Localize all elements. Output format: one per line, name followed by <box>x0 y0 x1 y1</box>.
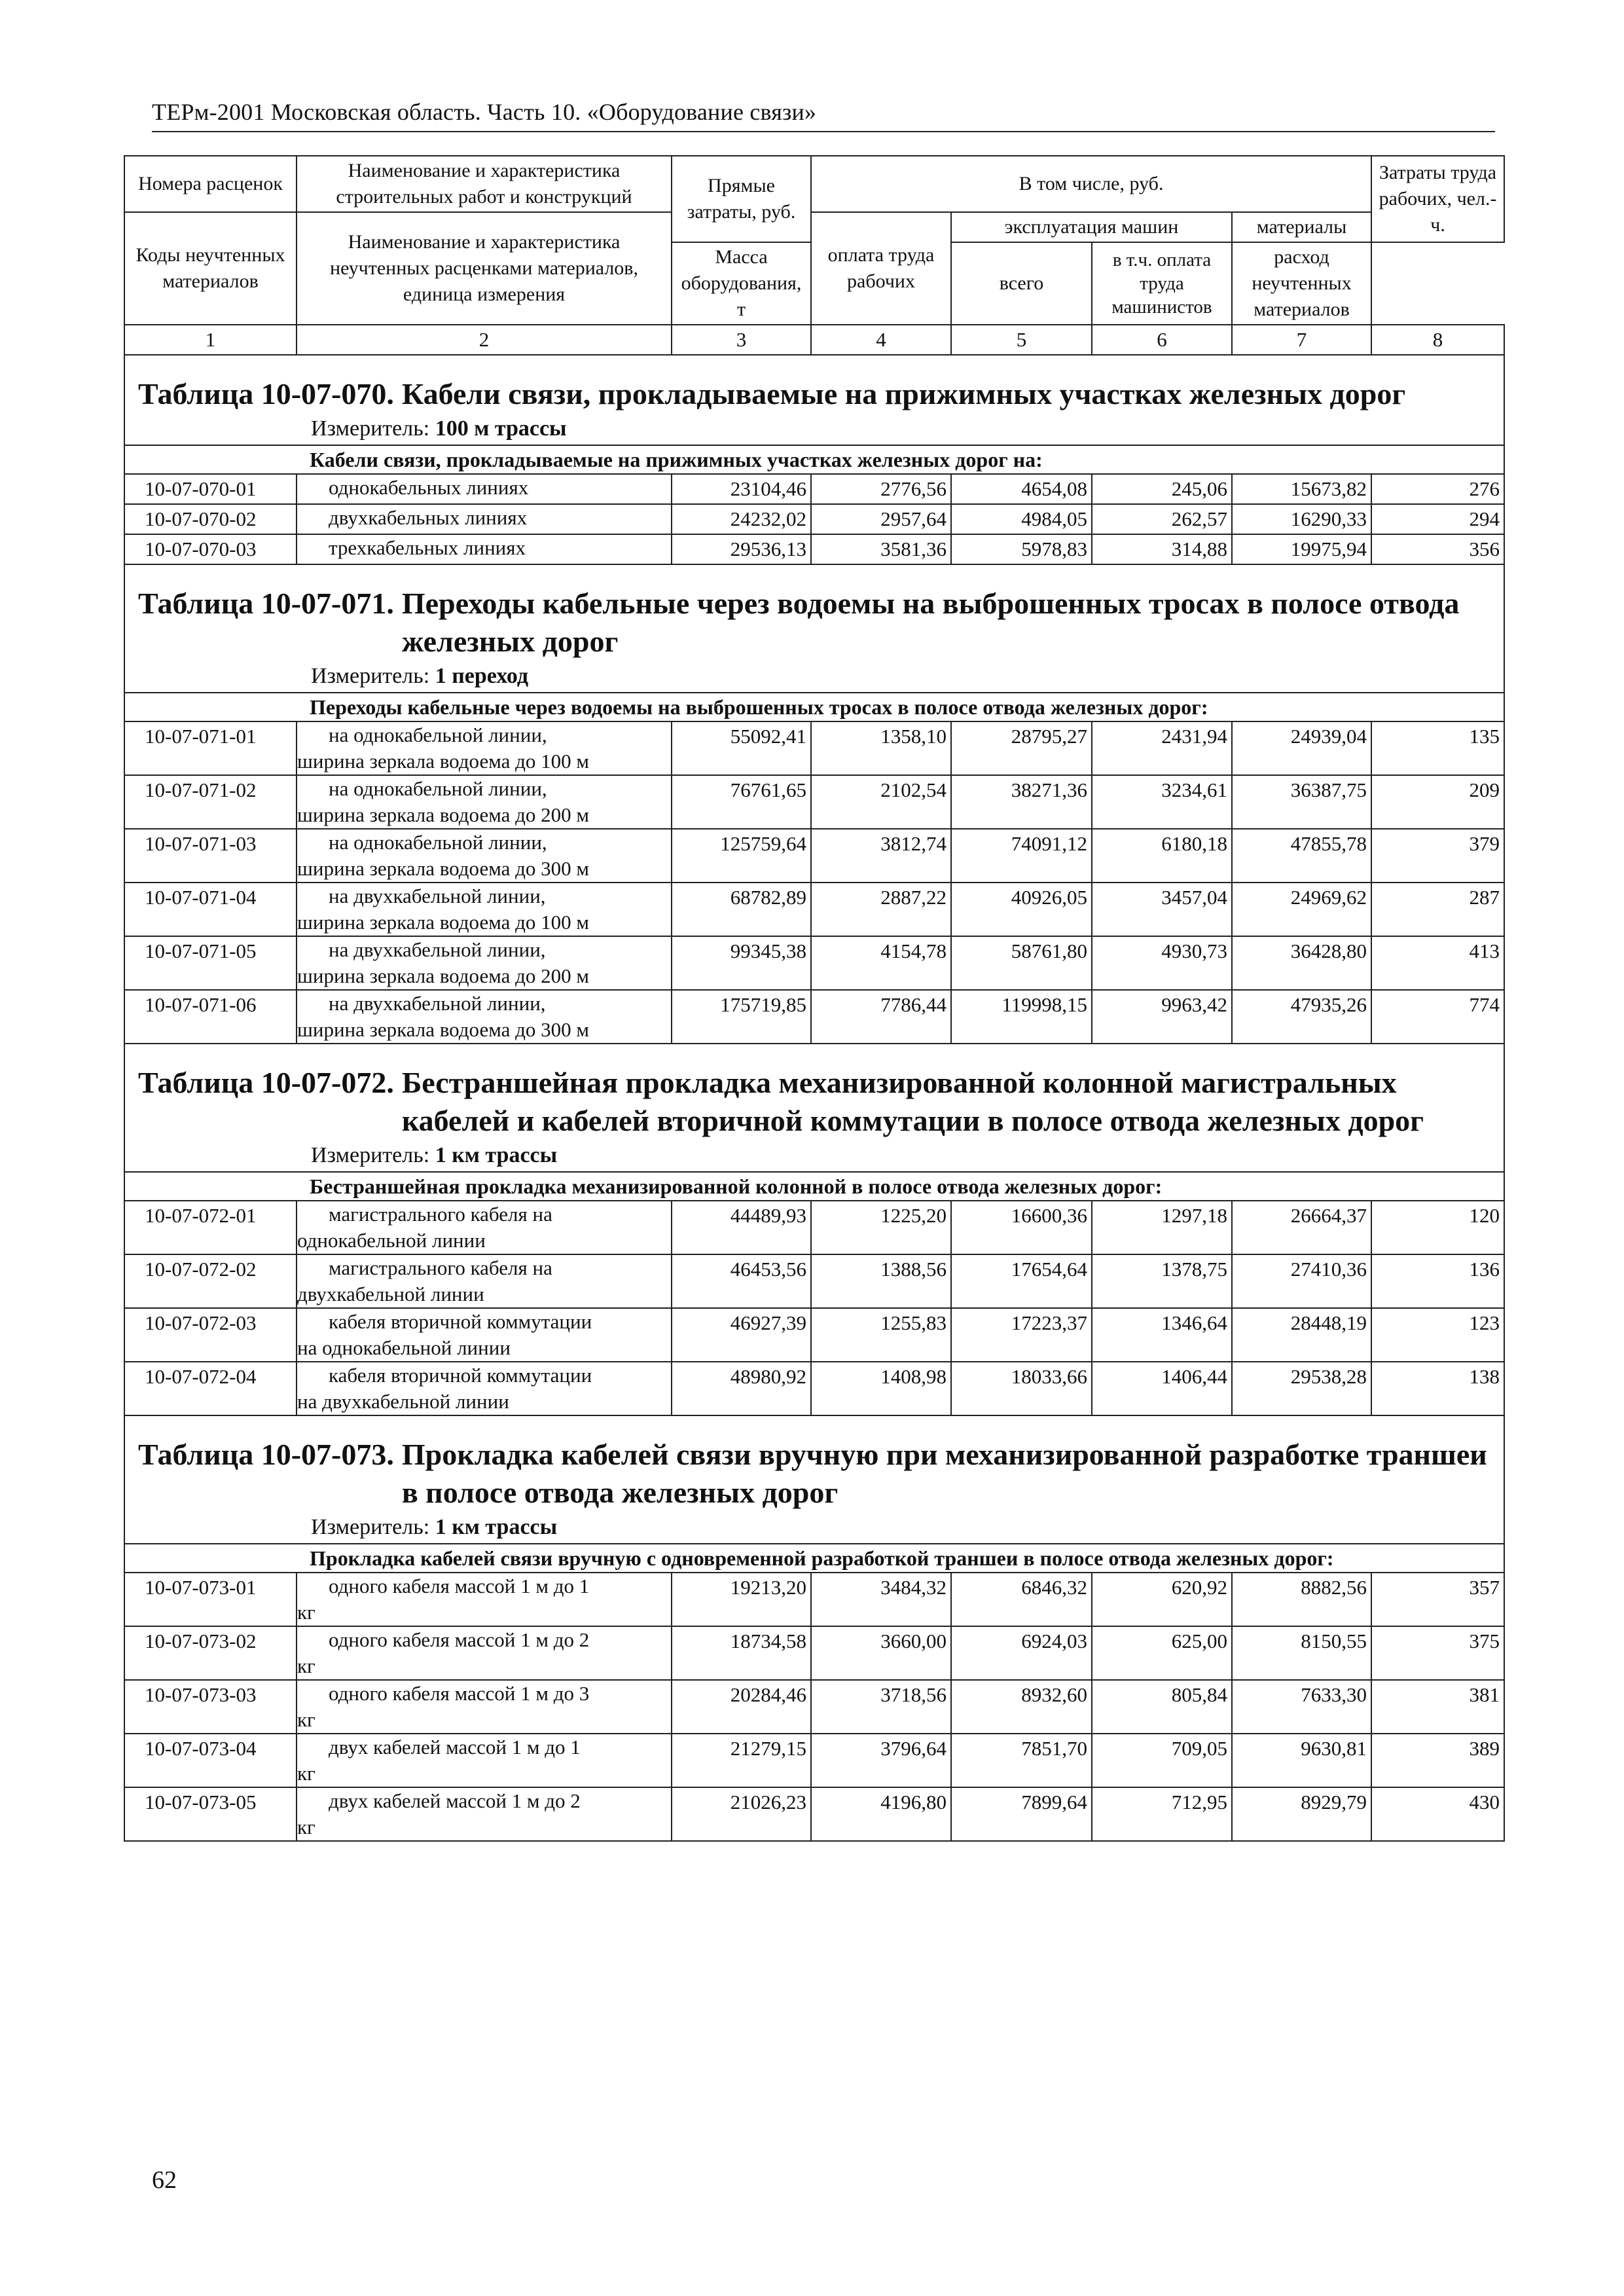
rate-description <box>297 1362 672 1415</box>
labor-pay-cell: 1408,98 <box>811 1362 951 1415</box>
table-caption: Переходы кабельные через водоемы на выброшенных тросах в полосе отвода железных дорог <box>401 587 1460 658</box>
table-number: Таблица 10-07-071. <box>138 587 394 620</box>
rate-code: 10-07-071-06 <box>124 990 297 1044</box>
rate-code: 10-07-070-02 <box>124 504 297 534</box>
direct-cost-cell: 68782,89 <box>672 883 811 936</box>
table-row <box>124 534 1504 564</box>
materials-cell: 36428,80 <box>1232 936 1371 990</box>
rate-description <box>297 1734 672 1787</box>
description-line: одного кабеля массой 1 м до 2 <box>329 1628 590 1651</box>
description-line: на однокабельной линии, <box>329 831 547 854</box>
rate-code: 10-07-071-05 <box>124 936 297 990</box>
description-line: магистрального кабеля на <box>329 1256 552 1279</box>
table-row <box>124 1362 1504 1415</box>
table-number: Таблица 10-07-072. <box>138 1066 394 1099</box>
measure-label: Измеритель: <box>311 1515 430 1539</box>
table-row <box>124 474 1504 504</box>
rate-description <box>297 721 672 775</box>
description-line: на однокабельной линии, <box>329 777 547 800</box>
measure-unit <box>311 1140 1490 1171</box>
direct-cost-cell: 76761,65 <box>672 775 811 829</box>
description-line: однокабельной линии <box>297 1229 486 1252</box>
machines-total-cell: 7899,64 <box>951 1787 1092 1841</box>
description-line: на двухкабельной линии, <box>329 938 546 961</box>
rate-description <box>297 1308 672 1362</box>
materials-cell: 8882,56 <box>1232 1573 1371 1626</box>
table-row <box>124 1308 1504 1362</box>
direct-cost-cell: 20284,46 <box>672 1680 811 1734</box>
rate-code: 10-07-071-03 <box>124 829 297 883</box>
col-number: 6 <box>1092 325 1232 355</box>
table-row <box>124 990 1504 1044</box>
rate-code: 10-07-073-05 <box>124 1787 297 1841</box>
machinists-pay-cell: 9963,42 <box>1092 990 1232 1044</box>
machinists-pay-cell: 2431,94 <box>1092 721 1232 775</box>
machinists-pay-cell: 620,92 <box>1092 1573 1232 1626</box>
table-row <box>124 1573 1504 1626</box>
description-line: ширина зеркала водоема до 100 м <box>297 911 590 934</box>
machinists-pay-cell: 805,84 <box>1092 1680 1232 1734</box>
description-line: двухкабельных линиях <box>329 506 528 529</box>
materials-cell: 15673,82 <box>1232 474 1371 504</box>
rate-code: 10-07-071-01 <box>124 721 297 775</box>
description-line: магистрального кабеля на <box>329 1203 552 1226</box>
labor-hours-cell: 209 <box>1371 775 1504 829</box>
rate-code: 10-07-071-02 <box>124 775 297 829</box>
rate-description <box>297 504 672 534</box>
description-line: кг <box>297 1708 316 1731</box>
rate-code: 10-07-072-02 <box>124 1254 297 1308</box>
materials-cell: 19975,94 <box>1232 534 1371 564</box>
col-number: 8 <box>1371 325 1504 355</box>
labor-hours-cell: 413 <box>1371 936 1504 990</box>
machinists-pay-cell: 4930,73 <box>1092 936 1232 990</box>
machines-total-cell: 7851,70 <box>951 1734 1092 1787</box>
rate-description <box>297 1626 672 1680</box>
rate-code: 10-07-072-03 <box>124 1308 297 1362</box>
table-row <box>124 1254 1504 1308</box>
col1-bottom-header: Коды неучтенных материалов <box>124 212 297 325</box>
table-title <box>124 1044 1504 1172</box>
machinists-pay-cell: 1406,44 <box>1092 1362 1232 1415</box>
description-line: на двухкабельной линии, <box>329 992 546 1015</box>
description-line: двух кабелей массой 1 м до 1 <box>329 1736 581 1758</box>
page-number: 62 <box>152 2166 177 2194</box>
rate-description <box>297 1201 672 1254</box>
labor-pay-cell: 3812,74 <box>811 829 951 883</box>
labor-pay-cell: 1255,83 <box>811 1308 951 1362</box>
direct-cost-cell: 21026,23 <box>672 1787 811 1841</box>
measure-label: Измеритель: <box>311 1143 430 1167</box>
machinists-pay-cell: 625,00 <box>1092 1626 1232 1680</box>
description-line: на двухкабельной линии <box>297 1390 509 1413</box>
materials-consumption-header: расход неучтенных материалов <box>1232 242 1371 325</box>
table-caption: Кабели связи, прокладываемые на прижимных участках железных дорог <box>401 377 1406 410</box>
machines-total-cell: 4654,08 <box>951 474 1092 504</box>
direct-cost-cell: 46927,39 <box>672 1308 811 1362</box>
description-line: кг <box>297 1815 316 1838</box>
labor-hours-cell: 120 <box>1371 1201 1504 1254</box>
table-row <box>124 936 1504 990</box>
rate-description <box>297 1680 672 1734</box>
measure-value: 100 м трассы <box>435 416 567 441</box>
table-row <box>124 1201 1504 1254</box>
table-number: Таблица 10-07-070. <box>138 377 394 410</box>
table-caption: Бестраншейная прокладка механизированной колонной магистральных кабелей и кабелей вторичной коммутации в полосе отвода железных дорог <box>401 1066 1424 1137</box>
direct-cost-cell: 175719,85 <box>672 990 811 1044</box>
rate-description <box>297 1254 672 1308</box>
description-line: двух кабелей массой 1 м до 2 <box>329 1789 581 1812</box>
machines-total-cell: 119998,15 <box>951 990 1092 1044</box>
materials-cell: 7633,30 <box>1232 1680 1371 1734</box>
table-row <box>124 829 1504 883</box>
rate-code: 10-07-071-04 <box>124 883 297 936</box>
labor-hours-cell: 287 <box>1371 883 1504 936</box>
labor-hours-cell: 138 <box>1371 1362 1504 1415</box>
machinists-pay-cell: 6180,18 <box>1092 829 1232 883</box>
machinists-pay-cell: 712,95 <box>1092 1787 1232 1841</box>
rate-code: 10-07-073-04 <box>124 1734 297 1787</box>
table-title-row <box>124 355 1504 445</box>
machines-total-cell: 17223,37 <box>951 1308 1092 1362</box>
labor-pay-cell: 2102,54 <box>811 775 951 829</box>
materials-cell: 36387,75 <box>1232 775 1371 829</box>
table-title-row <box>124 564 1504 693</box>
labor-pay-cell: 7786,44 <box>811 990 951 1044</box>
rate-code: 10-07-073-02 <box>124 1626 297 1680</box>
rate-code: 10-07-070-03 <box>124 534 297 564</box>
description-line: кабеля вторичной коммутации <box>329 1364 592 1387</box>
table-title <box>124 564 1504 693</box>
machines-total-cell: 8932,60 <box>951 1680 1092 1734</box>
labor-hours-cell: 774 <box>1371 990 1504 1044</box>
machinists-pay-cell: 1346,64 <box>1092 1308 1232 1362</box>
machines-total-cell: 5978,83 <box>951 534 1092 564</box>
description-line: кабеля вторичной коммутации <box>329 1310 592 1333</box>
labor-pay-cell: 4154,78 <box>811 936 951 990</box>
direct-cost-cell: 29536,13 <box>672 534 811 564</box>
materials-cell: 9630,81 <box>1232 1734 1371 1787</box>
labor-pay-cell: 3718,56 <box>811 1680 951 1734</box>
labor-pay-cell: 1388,56 <box>811 1254 951 1308</box>
direct-cost-cell: 46453,56 <box>672 1254 811 1308</box>
labor-pay-cell: 1358,10 <box>811 721 951 775</box>
rate-code: 10-07-073-03 <box>124 1680 297 1734</box>
direct-cost-cell: 23104,46 <box>672 474 811 504</box>
measure-label: Измеритель: <box>311 416 430 441</box>
col-number: 7 <box>1232 325 1371 355</box>
description-line: ширина зеркала водоема до 100 м <box>297 750 590 773</box>
labor-hours-cell: 381 <box>1371 1680 1504 1734</box>
direct-cost-cell: 18734,58 <box>672 1626 811 1680</box>
labor-pay-cell: 4196,80 <box>811 1787 951 1841</box>
col2-bottom-header: Наименование и характеристика неучтенных расценками материалов, единица измерения <box>297 212 672 325</box>
labor-pay-cell: 2957,64 <box>811 504 951 534</box>
machinists-pay-cell: 3457,04 <box>1092 883 1232 936</box>
section-row <box>124 1172 1504 1201</box>
labor-pay-cell: 3660,00 <box>811 1626 951 1680</box>
col-number: 3 <box>672 325 811 355</box>
table-row <box>124 775 1504 829</box>
col2-top-header: Наименование и характеристика строительных работ и конструкций <box>297 156 672 212</box>
machines-total-cell: 4984,05 <box>951 504 1092 534</box>
materials-cell: 8929,79 <box>1232 1787 1371 1841</box>
machines-header: эксплуатация машин <box>951 212 1232 242</box>
direct-cost-cell: 21279,15 <box>672 1734 811 1787</box>
table-row <box>124 1787 1504 1841</box>
machines-total-header: всего <box>951 242 1092 325</box>
description-line: однокабельных линиях <box>329 476 529 499</box>
labor-hours-header: Затраты труда рабочих, чел.-ч. <box>1371 156 1504 242</box>
description-line: одного кабеля массой 1 м до 3 <box>329 1682 590 1705</box>
header-rule <box>152 131 1495 132</box>
machines-total-cell: 28795,27 <box>951 721 1092 775</box>
description-line: на однокабельной линии <box>297 1336 511 1359</box>
rate-description <box>297 534 672 564</box>
rate-description <box>297 1787 672 1841</box>
description-line: кг <box>297 1762 316 1785</box>
machines-total-cell: 17654,64 <box>951 1254 1092 1308</box>
machinists-pay-cell: 1378,75 <box>1092 1254 1232 1308</box>
description-line: на однокабельной линии, <box>329 723 547 746</box>
description-line: одного кабеля массой 1 м до 1 <box>329 1575 590 1597</box>
direct-cost-cell: 125759,64 <box>672 829 811 883</box>
rate-code: 10-07-072-04 <box>124 1362 297 1415</box>
direct-costs-header: Прямые затраты, руб. <box>672 156 811 242</box>
machines-total-cell: 6924,03 <box>951 1626 1092 1680</box>
labor-hours-cell: 357 <box>1371 1573 1504 1626</box>
col-number: 1 <box>124 325 297 355</box>
table-title-row <box>124 1415 1504 1544</box>
labor-pay-header: оплата труда рабочих <box>811 212 951 325</box>
rate-description <box>297 829 672 883</box>
machines-total-cell: 74091,12 <box>951 829 1092 883</box>
description-line: кг <box>297 1601 316 1624</box>
machinists-pay-cell: 262,57 <box>1092 504 1232 534</box>
rate-description <box>297 990 672 1044</box>
description-line: трехкабельных линиях <box>329 536 526 559</box>
table-row <box>124 1734 1504 1787</box>
materials-cell: 29538,28 <box>1232 1362 1371 1415</box>
machines-total-cell: 40926,05 <box>951 883 1092 936</box>
materials-cell: 27410,36 <box>1232 1254 1371 1308</box>
equipment-mass-header: Масса оборудования, т <box>672 242 811 325</box>
description-line: кг <box>297 1654 316 1677</box>
rate-description <box>297 883 672 936</box>
machines-total-cell: 16600,36 <box>951 1201 1092 1254</box>
description-line: двухкабельной линии <box>297 1283 484 1305</box>
section-row <box>124 1544 1504 1573</box>
rate-code: 10-07-070-01 <box>124 474 297 504</box>
measure-unit <box>311 661 1490 692</box>
col-number: 5 <box>951 325 1092 355</box>
direct-cost-cell: 55092,41 <box>672 721 811 775</box>
section-heading: Бестраншейная прокладка механизированной колонной в полосе отвода железных дорог: <box>124 1172 1504 1201</box>
table-number: Таблица 10-07-073. <box>138 1438 394 1471</box>
measure-value: 1 переход <box>435 664 529 688</box>
table-title <box>124 355 1504 445</box>
labor-pay-cell: 1225,20 <box>811 1201 951 1254</box>
table-title-row <box>124 1044 1504 1172</box>
measure-unit <box>311 1512 1490 1543</box>
measure-unit <box>311 413 1490 445</box>
materials-cell: 16290,33 <box>1232 504 1371 534</box>
table-row <box>124 504 1504 534</box>
rate-description <box>297 1573 672 1626</box>
description-line: на двухкабельной линии, <box>329 884 546 907</box>
materials-cell: 24939,04 <box>1232 721 1371 775</box>
labor-pay-cell: 2887,22 <box>811 883 951 936</box>
direct-cost-cell: 48980,92 <box>672 1362 811 1415</box>
table-row <box>124 1680 1504 1734</box>
labor-pay-cell: 2776,56 <box>811 474 951 504</box>
labor-pay-cell: 3796,64 <box>811 1734 951 1787</box>
labor-pay-cell: 3484,32 <box>811 1573 951 1626</box>
labor-hours-cell: 136 <box>1371 1254 1504 1308</box>
measure-value: 1 км трассы <box>435 1143 558 1167</box>
labor-hours-cell: 356 <box>1371 534 1504 564</box>
machines-total-cell: 18033,66 <box>951 1362 1092 1415</box>
machinists-pay-cell: 314,88 <box>1092 534 1232 564</box>
description-line: ширина зеркала водоема до 200 м <box>297 964 590 987</box>
description-line: ширина зеркала водоема до 300 м <box>297 1018 590 1041</box>
materials-cell: 47855,78 <box>1232 829 1371 883</box>
rate-description <box>297 474 672 504</box>
machinists-pay-cell: 245,06 <box>1092 474 1232 504</box>
machinists-pay-cell: 709,05 <box>1092 1734 1232 1787</box>
labor-hours-cell: 375 <box>1371 1626 1504 1680</box>
rate-description <box>297 775 672 829</box>
measure-value: 1 км трассы <box>435 1515 558 1539</box>
rate-description <box>297 936 672 990</box>
labor-hours-cell: 389 <box>1371 1734 1504 1787</box>
materials-cell: 47935,26 <box>1232 990 1371 1044</box>
col1-top-header: Номера расценок <box>124 156 297 212</box>
section-heading: Прокладка кабелей связи вручную с одновременной разработкой траншеи в полосе отвода железных дорог: <box>124 1544 1504 1573</box>
col-number: 4 <box>811 325 951 355</box>
machinists-pay-cell: 1297,18 <box>1092 1201 1232 1254</box>
including-header: В том числе, руб. <box>811 156 1371 212</box>
machines-total-cell: 58761,80 <box>951 936 1092 990</box>
description-line: ширина зеркала водоема до 200 м <box>297 803 590 826</box>
direct-cost-cell: 19213,20 <box>672 1573 811 1626</box>
machines-total-cell: 38271,36 <box>951 775 1092 829</box>
table-row <box>124 1626 1504 1680</box>
materials-cell: 26664,37 <box>1232 1201 1371 1254</box>
direct-cost-cell: 24232,02 <box>672 504 811 534</box>
direct-cost-cell: 44489,93 <box>672 1201 811 1254</box>
table-row <box>124 883 1504 936</box>
rates-table <box>124 155 1505 1842</box>
machinists-pay-cell: 3234,61 <box>1092 775 1232 829</box>
labor-hours-cell: 123 <box>1371 1308 1504 1362</box>
section-row <box>124 445 1504 474</box>
running-head: ТЕРм-2001 Московская область. Часть 10. «Оборудование связи» <box>152 99 817 125</box>
section-heading: Переходы кабельные через водоемы на выброшенных тросах в полосе отвода железных дорог: <box>124 693 1504 721</box>
measure-label: Измеритель: <box>311 664 430 688</box>
col-number: 2 <box>297 325 672 355</box>
labor-hours-cell: 135 <box>1371 721 1504 775</box>
materials-cell: 24969,62 <box>1232 883 1371 936</box>
materials-cell: 28448,19 <box>1232 1308 1371 1362</box>
table-caption: Прокладка кабелей связи вручную при механизированной разработке траншеи в полосе отвода железных дорог <box>401 1438 1487 1509</box>
table-title <box>124 1415 1504 1544</box>
description-line: ширина зеркала водоема до 300 м <box>297 857 590 880</box>
direct-cost-cell: 99345,38 <box>672 936 811 990</box>
table-row <box>124 721 1504 775</box>
labor-hours-cell: 430 <box>1371 1787 1504 1841</box>
labor-hours-cell: 276 <box>1371 474 1504 504</box>
materials-header: материалы <box>1232 212 1371 242</box>
section-heading: Кабели связи, прокладываемые на прижимных участках железных дорог на: <box>124 445 1504 474</box>
section-row <box>124 693 1504 721</box>
labor-hours-cell: 379 <box>1371 829 1504 883</box>
labor-pay-cell: 3581,36 <box>811 534 951 564</box>
machinists-pay-header: в т.ч. оплата труда машинистов <box>1092 242 1232 325</box>
materials-cell: 8150,55 <box>1232 1626 1371 1680</box>
rate-code: 10-07-072-01 <box>124 1201 297 1254</box>
labor-hours-cell: 294 <box>1371 504 1504 534</box>
machines-total-cell: 6846,32 <box>951 1573 1092 1626</box>
rate-code: 10-07-073-01 <box>124 1573 297 1626</box>
